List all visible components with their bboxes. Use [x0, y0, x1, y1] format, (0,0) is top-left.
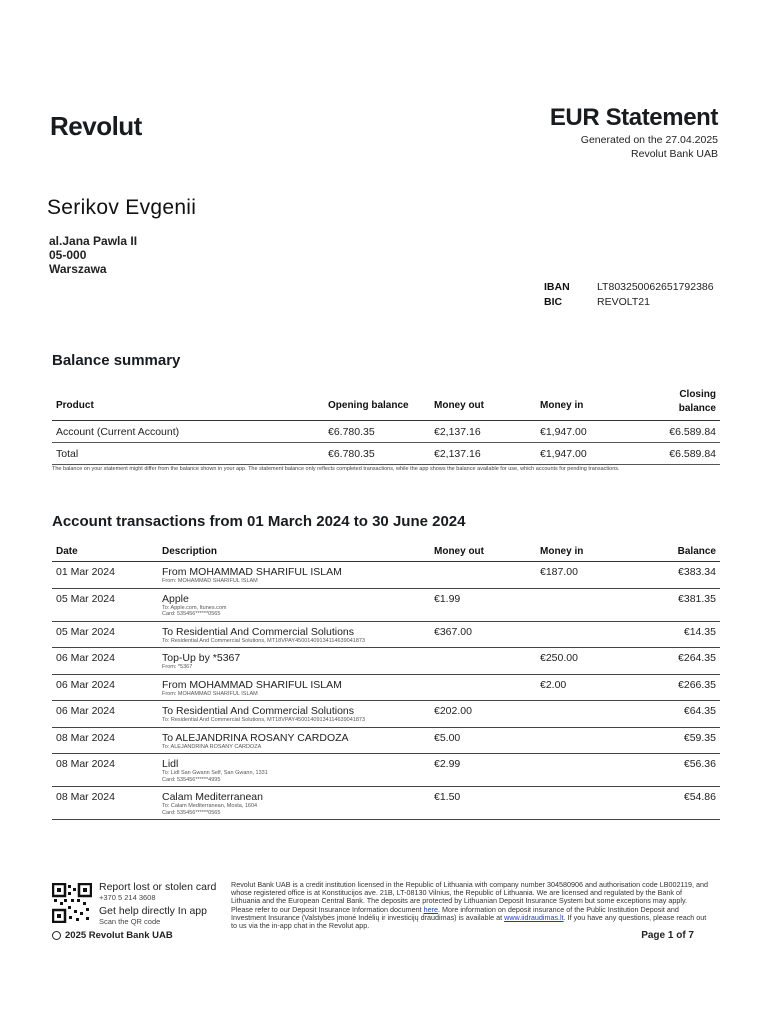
balance-cell: €264.35 — [678, 652, 716, 664]
money-in-cell: €250.00 — [540, 652, 578, 664]
money-out-cell — [430, 562, 536, 589]
iidraudimas-link[interactable]: www.iidraudimas.lt — [504, 912, 564, 922]
transaction-detail: To: Apple.com, Itunes.com — [162, 604, 227, 611]
balance-cell: €59.35 — [683, 731, 716, 744]
description-cell — [158, 588, 430, 621]
address-line: al.Jana Pawla II — [49, 234, 138, 248]
date-cell: 05 Mar 2024 — [56, 625, 115, 638]
statement-title: EUR Statement — [549, 104, 718, 131]
description-cell — [158, 754, 430, 787]
transaction-description: To Residential And Commercial Solutions — [162, 705, 355, 717]
money-out-cell: €2,137.16 — [434, 448, 481, 460]
balance-disclaimer: The balance on your statement might differ from the balance shown in your app. The statement balance only reflects completed transactions, while the app shows the balance available for use, which accounts for pending transactions. — [52, 466, 620, 472]
transaction-description: To Residential And Commercial Solutions — [162, 625, 355, 638]
table-header-row — [52, 384, 720, 421]
product-cell: Account (Current Account) — [56, 426, 180, 438]
money-in-cell: €1,947.00 — [540, 448, 587, 460]
table-row — [52, 588, 720, 621]
money-out-cell — [430, 648, 536, 675]
legal-text: . If you have any questions, please reach out to us via the in-app chat in the Revolut app. — [231, 912, 707, 931]
column-header: Money in — [540, 546, 584, 557]
money-in-cell — [536, 701, 642, 728]
balance-cell: €14.35 — [683, 625, 716, 638]
column-header: Product — [56, 400, 94, 411]
transaction-description: From MOHAMMAD SHARIFUL ISLAM — [162, 678, 342, 691]
money-out-cell: €1.50 — [434, 791, 461, 803]
money-out-cell: €5.00 — [434, 731, 461, 744]
balance-cell: €381.35 — [678, 592, 716, 605]
balance-cell: €266.35 — [678, 678, 716, 691]
bic-label: BIC — [544, 296, 563, 308]
balance-cell: €56.36 — [683, 758, 716, 770]
money-out-cell: €2.99 — [434, 758, 461, 770]
description-cell — [158, 562, 430, 589]
bic-value: REVOLT21 — [597, 296, 650, 308]
generated-date: Generated on the 27.04.2025 — [580, 134, 718, 146]
transaction-description: To ALEJANDRINA ROSANY CARDOZA — [162, 731, 349, 744]
table-row — [52, 443, 720, 465]
description-cell — [158, 674, 430, 701]
transaction-detail: From: MOHAMMAD SHARIFUL ISLAM — [162, 690, 258, 697]
money-out-cell: €202.00 — [434, 705, 472, 717]
money-in-cell: €187.00 — [540, 566, 578, 578]
date-cell: 06 Mar 2024 — [56, 652, 115, 664]
address-line: Warszawa — [49, 262, 107, 276]
legal-text: . More information on deposit insurance of the Public Institution Deposit and Investment Insurance (Valstybės įmonė Indėlių ir investicijų draudimas) is available at — [231, 904, 679, 922]
money-out-cell: €2,137.16 — [434, 426, 481, 438]
column-header: Opening balance — [328, 400, 409, 411]
date-cell: 06 Mar 2024 — [56, 678, 115, 691]
legal-text: Revolut Bank UAB is a credit institution licensed in the Republic of Lithuania with company number 304580906 and authorisation code LB002119, and whose registered office is at Konstitucijos ave. 21B, LT-08130 Vilnius, the Republic of Lithuania. We are licensed and regulated by the Bank of Lithuania and the European Central Bank. The deposits are protected by Lithuanian Deposit Insurance System but some exceptions may apply. Please refer to our Deposit Insurance Information document — [231, 880, 708, 914]
copyright-icon — [52, 931, 61, 940]
date-cell: 08 Mar 2024 — [56, 731, 115, 744]
table-row — [52, 648, 720, 675]
table-row — [52, 421, 720, 443]
transaction-detail: To: Residential And Commercial Solutions, MT18VPAY45001409134114639041873 — [162, 637, 366, 644]
footer-help — [99, 881, 216, 926]
money-in-cell: €1,947.00 — [540, 426, 587, 438]
balance-summary-title: Balance summary — [52, 352, 181, 369]
money-in-cell — [536, 727, 642, 754]
transaction-detail: From: *5367 — [162, 664, 193, 670]
table-row — [52, 701, 720, 728]
column-header: Money in — [540, 400, 584, 411]
column-header: Balance — [677, 546, 716, 557]
revolut-logo: Revolut — [50, 111, 142, 141]
page-number: Page 1 of 7 — [641, 930, 694, 941]
date-cell: 08 Mar 2024 — [56, 791, 115, 803]
transaction-detail: To: ALEJANDRINA ROSANY CARDOZA — [162, 743, 262, 750]
date-cell: 08 Mar 2024 — [56, 758, 115, 770]
transaction-detail: Card: 535456******4995 — [162, 776, 221, 783]
description-cell — [158, 621, 430, 648]
description-cell — [158, 701, 430, 728]
money-out-cell: €367.00 — [434, 625, 472, 638]
transaction-description: From MOHAMMAD SHARIFUL ISLAM — [162, 566, 342, 578]
date-cell: 01 Mar 2024 — [56, 566, 115, 578]
bank-name: Revolut Bank UAB — [631, 148, 718, 160]
column-header: Money out — [434, 400, 484, 411]
address-line: 05-000 — [49, 248, 87, 262]
column-header: Date — [56, 546, 78, 557]
money-in-cell — [536, 588, 642, 621]
table-row — [52, 562, 720, 589]
transaction-description: Top-Up by *5367 — [162, 652, 241, 664]
transaction-detail: From: MOHAMMAD SHARIFUL ISLAM — [162, 578, 258, 584]
opening-balance-cell: €6.780.35 — [328, 448, 375, 460]
date-cell: 05 Mar 2024 — [56, 592, 115, 605]
money-out-cell: €1.99 — [434, 592, 461, 605]
opening-balance-cell: €6.780.35 — [328, 426, 375, 438]
customer-address — [49, 234, 137, 276]
deposit-info-link[interactable]: here — [423, 904, 438, 914]
transaction-detail: To: Calam Mediterranean, Mosta, 1604 — [162, 803, 258, 809]
transaction-description: Calam Mediterranean — [162, 791, 263, 803]
customer-name: Serikov Evgenii — [47, 196, 197, 219]
statement-meta — [581, 133, 718, 161]
iban-value: LT803250062651792386 — [597, 281, 714, 293]
balance-cell: €64.35 — [683, 705, 716, 717]
transaction-detail: To: Residential And Commercial Solutions, MT18VPAY45001409134114639041873 — [162, 717, 366, 723]
transactions-table — [52, 542, 720, 820]
money-in-cell — [536, 621, 642, 648]
table-row — [52, 674, 720, 701]
date-cell: 06 Mar 2024 — [56, 705, 115, 717]
balance-cell: €383.34 — [678, 566, 716, 578]
balance-summary-table — [52, 384, 720, 465]
description-cell — [158, 727, 430, 754]
money-in-cell — [536, 754, 642, 787]
report-card-title: Report lost or stolen card — [99, 881, 217, 893]
help-title: Get help directly In app — [99, 905, 207, 917]
transaction-detail: To: Lidl San Gwann Self, San Gwann, 1331 — [162, 770, 268, 776]
balance-cell: €54.86 — [683, 791, 716, 803]
column-header: Closing balance — [678, 389, 716, 414]
column-header: Description — [162, 546, 218, 557]
money-out-cell — [430, 674, 536, 701]
iban-label: IBAN — [544, 281, 570, 293]
closing-balance-cell: €6.589.84 — [669, 448, 716, 460]
transaction-description: Apple — [162, 592, 189, 605]
copyright-text: 2025 Revolut Bank UAB — [65, 930, 173, 941]
qr-code-icon — [52, 883, 92, 923]
product-cell: Total — [56, 448, 79, 460]
table-row — [52, 754, 720, 787]
report-card-phone[interactable]: +370 5 214 3608 — [99, 893, 156, 902]
table-row — [52, 727, 720, 754]
table-row — [52, 621, 720, 648]
table-row — [52, 787, 720, 820]
transaction-detail: Card: 535456******0565 — [162, 611, 221, 617]
legal-notice — [231, 881, 709, 930]
money-in-cell: €2.00 — [540, 678, 567, 691]
transaction-description: Lidl — [162, 758, 179, 770]
money-in-cell — [536, 787, 642, 820]
description-cell — [158, 648, 430, 675]
transactions-title: Account transactions from 01 March 2024 to 30 June 2024 — [52, 513, 466, 530]
description-cell — [158, 787, 430, 820]
table-header-row — [52, 542, 720, 562]
account-identifiers — [544, 280, 714, 310]
column-header: Money out — [434, 546, 484, 557]
transaction-detail: Card: 535456******0565 — [162, 809, 221, 816]
copyright — [52, 930, 173, 941]
help-subtitle: Scan the QR code — [99, 917, 161, 926]
closing-balance-cell: €6.589.84 — [669, 426, 716, 438]
